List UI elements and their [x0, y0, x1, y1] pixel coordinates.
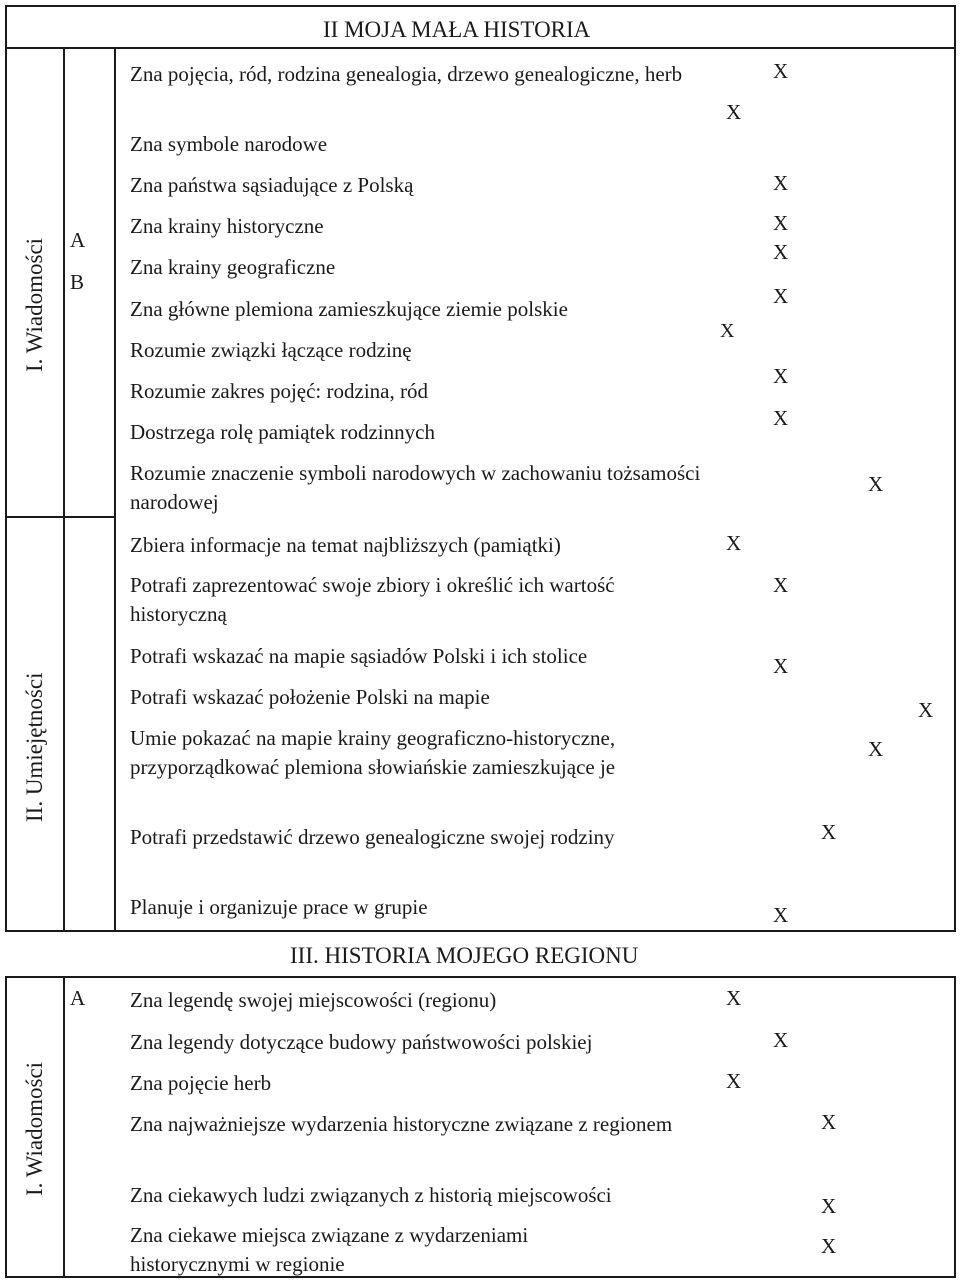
- table-row-text: Rozumie znaczenie symboli narodowych w zachowaniu tożsamości narodowej: [130, 461, 701, 514]
- x-mark: X: [918, 698, 934, 722]
- table-row-text: Potrafi zaprezentować swoje zbiory i określić ich wartość historyczną: [130, 573, 615, 626]
- x-mark: X: [773, 284, 789, 308]
- table-row-text: Zna legendę swojej miejscowości (regionu): [130, 988, 497, 1012]
- table-row-text: Zna najważniejsze wydarzenia historyczne związane z regionem: [130, 1112, 673, 1136]
- table-row-text: Planuje i organizuje prace w grupie: [130, 895, 428, 919]
- table-row-text: Zna pojęcie herb: [130, 1071, 272, 1095]
- category-knowledge-label: I. Wiadomości: [22, 1061, 47, 1196]
- section3-right-border: [954, 976, 956, 1278]
- x-mark: X: [773, 903, 789, 927]
- level-letter-a: A: [70, 228, 86, 252]
- table-row-text: Zna legendy dotyczące budowy państwowości polskiej: [130, 1030, 593, 1054]
- x-mark: X: [773, 1028, 789, 1052]
- table-row-text: Zna pojęcia, ród, rodzina genealogia, drzewo genealogiczne, herb: [130, 62, 683, 86]
- table-row-text: Zna krainy geograficzne: [130, 255, 336, 279]
- x-mark: X: [773, 240, 789, 264]
- x-mark: X: [821, 820, 837, 844]
- table-row-text: Potrafi przedstawić drzewo genealogiczne swojej rodziny: [130, 825, 615, 849]
- x-mark: X: [773, 654, 789, 678]
- x-mark: X: [773, 59, 789, 83]
- x-mark: X: [868, 472, 884, 496]
- table-row-text: Potrafi wskazać na mapie sąsiadów Polski i ich stolice: [130, 644, 588, 668]
- section-title: II MOJA MAŁA HISTORIA: [323, 17, 591, 42]
- table-row-text: Zna krainy historyczne: [130, 214, 324, 238]
- table-row-text: Zna symbole narodowe: [130, 132, 328, 156]
- x-mark: X: [773, 364, 789, 388]
- x-mark: X: [726, 531, 742, 555]
- top-border: [5, 5, 956, 7]
- table-row-text: Umie pokazać na mapie krainy geograficzno-historyczne, przyporządkować plemiona słowiańskie zamieszkujące je: [130, 726, 616, 779]
- level-letter-b: B: [70, 270, 85, 294]
- category-knowledge-label: I. Wiadomości: [22, 237, 47, 372]
- table-row-text: Zna główne plemiona zamieszkujące ziemie polskie: [130, 297, 568, 321]
- x-mark: X: [821, 1234, 837, 1258]
- x-mark: X: [773, 211, 789, 235]
- x-mark: X: [868, 737, 884, 761]
- section3-top-border: [5, 930, 956, 932]
- letter-column-border: [114, 47, 116, 932]
- table-row-text: Zna ciekawych ludzi związanych z historią miejscowości: [130, 1183, 612, 1207]
- table-row-text: Zbiera informacje na temat najbliższych (pamiątki): [130, 533, 561, 557]
- x-mark: X: [726, 1069, 742, 1093]
- x-mark: X: [821, 1194, 837, 1218]
- x-mark: X: [726, 100, 742, 124]
- title-divider: [5, 47, 956, 49]
- x-mark: X: [773, 171, 789, 195]
- table-row-text: Rozumie związki łączące rodzinę: [130, 338, 412, 362]
- level-letter-a: A: [70, 986, 86, 1010]
- x-mark: X: [720, 320, 735, 342]
- right-border: [954, 5, 956, 932]
- table-row-text: Zna państwa sąsiadujące z Polską: [130, 173, 414, 197]
- x-mark: X: [821, 1110, 837, 1134]
- section3-left-border: [5, 976, 7, 1278]
- section3-title-divider: [5, 976, 956, 978]
- category-skills-label: II. Umiejętności: [22, 672, 47, 822]
- table-row-text: Zna ciekawe miejsca związane z wydarzeniami historycznymi w regionie: [130, 1223, 529, 1276]
- x-mark: X: [726, 986, 742, 1010]
- x-mark: X: [773, 406, 789, 430]
- x-mark: X: [773, 573, 789, 597]
- category-column-border: [63, 47, 65, 932]
- table-row-text: Dostrzega rolę pamiątek rodzinnych: [130, 420, 435, 444]
- left-border: [5, 5, 7, 932]
- category-divider: [5, 516, 116, 518]
- table-row-text: Potrafi wskazać położenie Polski na mapie: [130, 685, 490, 709]
- table-row-text: Rozumie zakres pojęć: rodzina, ród: [130, 379, 428, 403]
- section-title: III. HISTORIA MOJEGO REGIONU: [290, 943, 639, 968]
- section3-category-border: [63, 976, 65, 1278]
